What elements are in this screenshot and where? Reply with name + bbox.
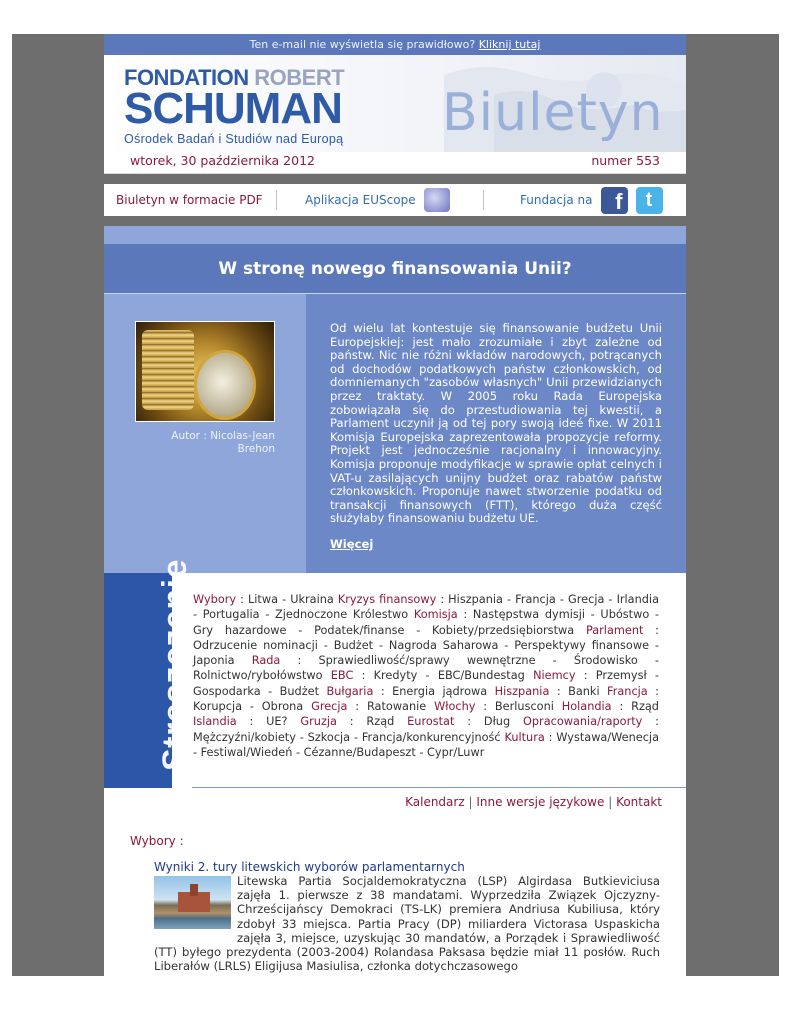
euscope-link[interactable] <box>277 188 483 212</box>
headline-stripe <box>104 226 686 244</box>
social-links <box>484 187 663 214</box>
feature-text: Od wielu lat kontestuje się finansowanie budżetu Unii Europejskiej: jest mało zrozumiałe i zbyt zależne od państw. Nic nie różni wkładów narodowych, potrącanych od dochodów podatkowych państw członkowskich, od domniemanych "zasobów własnych" Unii przewidzianych przez traktaty. W 2005 roku Rada Europejska zobowiązała się do przestudiowania tej kwestii, a Parlament uczynił ją od tej pory swoją ideé fixe. W 2011 Komisja Europejska zaprezentowała propozycje reformy. Projekt jest jednocześnie racjonalny i innowacyjny. Komisja proponuje modyfikacje w sprawie opłat celnych i VAT-u zasilających unijny budżet oraz rabatów państw członkowskich. Proponuje nawet stworzenie podatku od transakcji finansowych (FTT), którego duża część służyłaby finansowaniu budżetu UE. <box>330 321 662 526</box>
summary-category-link[interactable]: EBC <box>330 669 354 683</box>
trakai-castle-photo <box>154 876 231 929</box>
feature-body <box>306 294 686 573</box>
summary-category-link[interactable]: Kultura <box>504 730 545 744</box>
summary-category-link[interactable]: Wybory <box>193 593 237 606</box>
summary-category-link[interactable]: Holandia <box>561 700 612 714</box>
summary-topics: : Ratowanie <box>347 700 435 714</box>
twitter-icon[interactable]: t <box>636 187 663 214</box>
summary-category-link[interactable]: Francja <box>607 684 648 698</box>
email-frame <box>12 34 779 976</box>
euro-coins-photo <box>135 321 275 422</box>
summary-topics: : Litwa - Ukraina <box>236 593 338 606</box>
summary-topics: : Hiszpania - Francja - Grecja - Irlandia - Portugalia - Zjednoczone Królestwo <box>193 593 659 622</box>
summary-category-link[interactable]: Hiszpania <box>494 684 550 698</box>
article-text: Litewska Partia Socjaldemokratyczna (LSP) Algirdasa Butkieviciusa zajęła 1. pierwsze z 38 mandatami. Wyprzedziła Związek Ojczyzny-Chrześcijańscy Demokraci (TS-LK) premiera Andriusa Kubiliusa, który zdobył 33 miejsca. Partia Pracy (DP) miliardera Victorasa Uspaskicha zajęła 3, miejsce, uzyskując 30 mandatów, a Porządek i Sprawiedliwość (TT) byłego prezydenta (2003-2004) Rolandasa Paksasa będzie miał 11 posłów. Ruch Liberałów (LRLS) Eligijusa Masiulisa, członka dotychczasowego <box>154 874 660 974</box>
summary-category-link[interactable]: Gruzja <box>300 715 337 729</box>
euscope-label: Aplikacja EUScope <box>305 193 416 207</box>
summary-topics: : Następstwa dymisji - Ubóstwo - Gry hazardowe - Podatek/finanse - Kobiety/przedsiębiorstwa <box>193 608 659 637</box>
summary-category-link[interactable]: Islandia <box>193 715 237 729</box>
newsletter-page <box>104 34 686 976</box>
summary-topics: : Sprawiedliwość/sprawy wewnętrzne - Środowisko - Rolnictwo/rybołówstwo <box>193 654 659 683</box>
logo-line-1: FONDATION ROBERT <box>124 65 345 90</box>
summary-vertical-label: Streszczenie <box>156 559 194 771</box>
header-banner <box>104 55 686 152</box>
article-title[interactable]: Wyniki 2. tury litewskich wyborów parlamentarnych <box>154 860 465 874</box>
article-body <box>154 874 660 973</box>
summary-topics: : UE? <box>236 715 301 729</box>
logo-tagline: Ośrodek Badań i Studiów nad Europą <box>124 132 344 146</box>
divider <box>192 787 686 788</box>
summary-topics: : Wystawa/Wenecja - Festiwal/Wiedeń - Cézanne/Budapeszt - Cypr/Luwr <box>193 730 659 759</box>
summary-section <box>104 559 686 788</box>
summary-category-link[interactable]: Niemcy <box>533 669 576 683</box>
summary-category-link[interactable]: Kryzys finansowy <box>337 593 437 606</box>
facebook-icon[interactable]: f <box>601 187 628 214</box>
top-notice-text: Ten e-mail nie wyświetla się prawidłowo? <box>249 38 476 51</box>
summary-category-link[interactable]: Komisja <box>413 608 458 622</box>
spacer <box>104 174 686 184</box>
summary-topics: : Rząd <box>336 715 408 729</box>
summary-index <box>193 592 659 760</box>
summary-category-link[interactable]: Opracowania/raporty <box>522 715 643 729</box>
summary-topics: : Rząd <box>611 700 659 714</box>
summary-topics: : Energia jądrowa <box>373 684 495 698</box>
feature-media <box>104 294 306 573</box>
logo-line-2: SCHUMAN <box>124 84 342 133</box>
pdf-link[interactable]: Biuletyn w formacie PDF <box>116 193 263 207</box>
contact-link[interactable]: Kontakt <box>616 795 662 809</box>
foundation-logo[interactable] <box>124 67 364 146</box>
summary-topics: : Mężczyźni/kobiety - Szkocja - Francja/konkurencyjność <box>193 715 659 744</box>
issue-dateline <box>104 152 686 174</box>
issue-date: wtorek, 30 października 2012 <box>130 153 315 168</box>
summary-category-link[interactable]: Włochy <box>434 700 476 714</box>
summary-sidebar <box>104 559 194 788</box>
feature-article <box>104 294 686 573</box>
main-headline[interactable]: W stronę nowego finansowania Unii? <box>104 244 686 294</box>
bulletin-title: Biuletyn <box>442 83 664 143</box>
top-notice-bar <box>104 34 686 55</box>
issue-number: numer 553 <box>591 153 660 168</box>
read-more-link[interactable]: Więcej <box>330 537 374 551</box>
elections-section <box>104 834 686 973</box>
footer-links: Kalendarz | Inne wersje językowe | Kontakt <box>405 795 662 809</box>
summary-topics: : Odrzucenie nominacji - Budżet - Nagroda Saharowa - Perspektywy finansowe - Japonia <box>193 623 659 668</box>
euscope-app-icon <box>424 188 450 212</box>
summary-topics: : Berlusconi <box>475 700 562 714</box>
summary-topics: : Kredyty - EBC/Bundestag <box>353 669 534 683</box>
summary-topics: : Dług <box>454 715 523 729</box>
summary-category-link[interactable]: Bułgaria <box>326 684 374 698</box>
summary-topics: : Korupcja - Obrona <box>193 684 659 714</box>
spacer <box>104 216 686 226</box>
summary-category-link[interactable]: Grecja <box>311 700 348 714</box>
section-title: Wybory : <box>130 834 184 848</box>
language-versions-link[interactable]: Inne wersje językowe <box>476 795 605 809</box>
summary-category-link[interactable]: Parlament <box>585 623 644 637</box>
link-bar <box>104 184 686 216</box>
foundation-social-label: Fundacja na <box>520 193 593 207</box>
summary-topics: : Banki <box>549 684 608 698</box>
summary-category-link[interactable]: Eurostat <box>407 715 455 729</box>
summary-category-link[interactable]: Rada <box>251 654 281 668</box>
summary-topics: : Przemysł - Gospodarka - Budżet <box>193 669 659 698</box>
view-online-link[interactable]: Kliknij tutaj <box>478 38 541 51</box>
calendar-link[interactable]: Kalendarz <box>405 795 465 809</box>
author-caption: Autor : Nicolas-Jean Brehon <box>171 430 275 455</box>
